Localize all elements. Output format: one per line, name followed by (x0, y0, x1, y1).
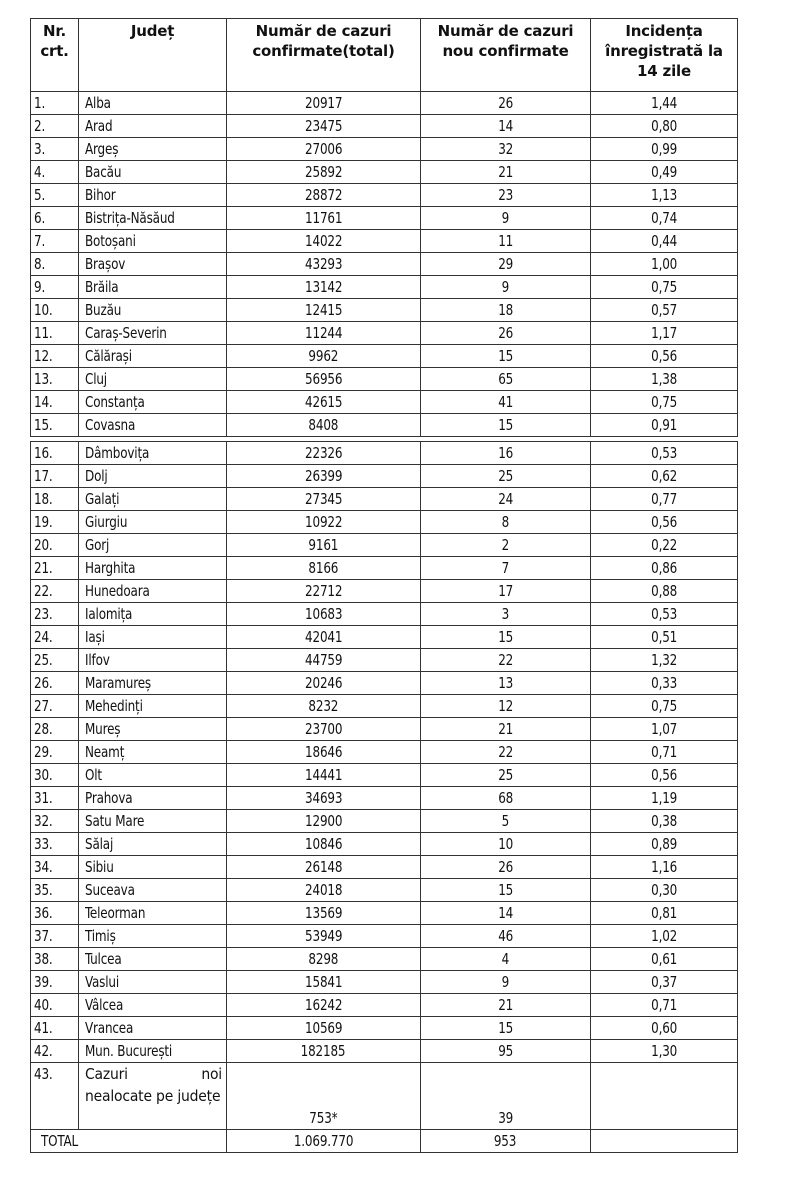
table-row (31, 626, 738, 649)
cell-nr: 5. (31, 184, 79, 207)
cell-judet: Botoșani (79, 230, 227, 253)
table-body-part-2 (31, 442, 738, 1063)
cell-new: 9 (421, 971, 591, 994)
cell-total: 11244 (227, 322, 421, 345)
table-row (31, 718, 738, 741)
cell-new: 41 (421, 391, 591, 414)
cell-incidence: 0,53 (591, 603, 738, 626)
table-row (31, 856, 738, 879)
cell-nr: 39. (31, 971, 79, 994)
cell-new: 9 (421, 276, 591, 299)
table-header-row (31, 19, 738, 92)
cell-incidence: 0,91 (591, 414, 738, 437)
cell-total: 25892 (227, 161, 421, 184)
table-row (31, 511, 738, 534)
cell-incidence: 1,02 (591, 925, 738, 948)
cell-total: 22712 (227, 580, 421, 603)
cell-total: 56956 (227, 368, 421, 391)
cell-nr: 11. (31, 322, 79, 345)
cell-total: 10569 (227, 1017, 421, 1040)
cell-new: 18 (421, 299, 591, 322)
cell-nr: 34. (31, 856, 79, 879)
cell-judet: Maramureș (79, 672, 227, 695)
cell-judet: Suceava (79, 879, 227, 902)
cell-judet: Brăila (79, 276, 227, 299)
table-row (31, 391, 738, 414)
table-footer-rows (31, 1063, 738, 1153)
table-row (31, 971, 738, 994)
cell-new: 21 (421, 161, 591, 184)
cell-judet: Caraș-Severin (79, 322, 227, 345)
cell-judet: Timiș (79, 925, 227, 948)
cell-incidence: 1,19 (591, 787, 738, 810)
cell-new: 22 (421, 649, 591, 672)
cell-nr: 37. (31, 925, 79, 948)
cell-total: 44759 (227, 649, 421, 672)
cell-new: 15 (421, 414, 591, 437)
cell-total: 12415 (227, 299, 421, 322)
cell-incidence: 0,80 (591, 115, 738, 138)
cell-new: 29 (421, 253, 591, 276)
cell-judet: Satu Mare (79, 810, 227, 833)
cell-nr: 33. (31, 833, 79, 856)
cell-total: 42041 (227, 626, 421, 649)
cell-judet: Gorj (79, 534, 227, 557)
cell-nr: 1. (31, 92, 79, 115)
cell-new: 12 (421, 695, 591, 718)
cell-total-incidence (591, 1130, 738, 1153)
cell-judet: Alba (79, 92, 227, 115)
table-row (31, 925, 738, 948)
table-row (31, 948, 738, 971)
table-row (31, 787, 738, 810)
cell-nr: 13. (31, 368, 79, 391)
table-row (31, 764, 738, 787)
cell-incidence: 0,71 (591, 994, 738, 1017)
table-row (31, 603, 738, 626)
cell-nr: 41. (31, 1017, 79, 1040)
cell-incidence: 0,75 (591, 276, 738, 299)
table-row (31, 1017, 738, 1040)
cell-judet: Bihor (79, 184, 227, 207)
cell-incidence: 1,38 (591, 368, 738, 391)
cell-judet: Ialomița (79, 603, 227, 626)
cell-incidence: 0,89 (591, 833, 738, 856)
cell-judet: Teleorman (79, 902, 227, 925)
cell-nr: 19. (31, 511, 79, 534)
cell-nr: 3. (31, 138, 79, 161)
cell-judet: Călărași (79, 345, 227, 368)
cell-nr: 4. (31, 161, 79, 184)
cell-new: 8 (421, 511, 591, 534)
cell-total: 10922 (227, 511, 421, 534)
cell-total: 20246 (227, 672, 421, 695)
cell-total: 9161 (227, 534, 421, 557)
cell-total-new: 953 (421, 1130, 591, 1153)
table-row-total (31, 1130, 738, 1153)
cell-incidence: 1,32 (591, 649, 738, 672)
cell-incidence: 0,38 (591, 810, 738, 833)
cell-total-confirmed: 1.069.770 (227, 1130, 421, 1153)
cell-judet: Buzău (79, 299, 227, 322)
cell-new: 23 (421, 184, 591, 207)
cell-nr: 24. (31, 626, 79, 649)
cell-new: 5 (421, 810, 591, 833)
cell-nr: 22. (31, 580, 79, 603)
cell-judet: Ilfov (79, 649, 227, 672)
cell-new: 15 (421, 626, 591, 649)
cell-total: 10683 (227, 603, 421, 626)
cell-new: 3 (421, 603, 591, 626)
cell-judet: Prahova (79, 787, 227, 810)
cell-nr: 10. (31, 299, 79, 322)
cell-new: 16 (421, 442, 591, 465)
cell-incidence: 1,30 (591, 1040, 738, 1063)
cell-incidence: 1,44 (591, 92, 738, 115)
cell-nr: 7. (31, 230, 79, 253)
cell-judet: Neamț (79, 741, 227, 764)
table-row (31, 230, 738, 253)
table-row-unallocated (31, 1063, 738, 1130)
cell-incidence: 0,88 (591, 580, 738, 603)
cell-judet: Mun. București (79, 1040, 227, 1063)
cell-nr: 16. (31, 442, 79, 465)
cell-incidence: 0,22 (591, 534, 738, 557)
cell-total: 23475 (227, 115, 421, 138)
cell-new: 15 (421, 345, 591, 368)
cell-judet: Arad (79, 115, 227, 138)
cell-new: 14 (421, 902, 591, 925)
cell-judet: Covasna (79, 414, 227, 437)
header-judet: Județ (79, 19, 227, 92)
table-row (31, 345, 738, 368)
cell-total: 8298 (227, 948, 421, 971)
cell-nr: 2. (31, 115, 79, 138)
cell-nr: 35. (31, 879, 79, 902)
cell-new: 13 (421, 672, 591, 695)
cell-new: 21 (421, 994, 591, 1017)
cell-new: 4 (421, 948, 591, 971)
cell-judet: Vrancea (79, 1017, 227, 1040)
header-new-confirmed: Număr de cazuri nou confirmate (421, 19, 591, 92)
cell-nr: 15. (31, 414, 79, 437)
cell-incidence: 1,13 (591, 184, 738, 207)
cell-total: 22326 (227, 442, 421, 465)
cell-incidence: 0,53 (591, 442, 738, 465)
cell-total: 26399 (227, 465, 421, 488)
cell-total: 13142 (227, 276, 421, 299)
table-row (31, 649, 738, 672)
cell-nr: 25. (31, 649, 79, 672)
cell-incidence: 0,56 (591, 764, 738, 787)
cell-new: 10 (421, 833, 591, 856)
cell-new: 17 (421, 580, 591, 603)
cell-judet: Hunedoara (79, 580, 227, 603)
cell-total: 18646 (227, 741, 421, 764)
cell-judet: Harghita (79, 557, 227, 580)
covid-county-table-part-1 (30, 18, 738, 437)
cell-nr: 17. (31, 465, 79, 488)
covid-county-table-part-2 (30, 441, 738, 1153)
cell-nr: 32. (31, 810, 79, 833)
cell-incidence: 0,75 (591, 391, 738, 414)
cell-total: 753* (227, 1063, 421, 1130)
cell-judet: Constanța (79, 391, 227, 414)
cell-incidence: 1,07 (591, 718, 738, 741)
cell-total: 13569 (227, 902, 421, 925)
cell-judet: Vaslui (79, 971, 227, 994)
cell-total: 10846 (227, 833, 421, 856)
cell-new: 25 (421, 764, 591, 787)
cell-total: 8232 (227, 695, 421, 718)
cell-new: 39 (421, 1063, 591, 1130)
cell-nr: 14. (31, 391, 79, 414)
cell-incidence: 0,77 (591, 488, 738, 511)
cell-incidence: 0,56 (591, 511, 738, 534)
table-row (31, 92, 738, 115)
cell-total: 12900 (227, 810, 421, 833)
cell-total: 14022 (227, 230, 421, 253)
cell-incidence: 0,62 (591, 465, 738, 488)
cell-judet: Dolj (79, 465, 227, 488)
cell-judet: Sibiu (79, 856, 227, 879)
cell-new: 22 (421, 741, 591, 764)
cell-new: 25 (421, 465, 591, 488)
cell-new: 68 (421, 787, 591, 810)
cell-new: 21 (421, 718, 591, 741)
header-incidence-14-days: Incidența înregistrată la 14 zile (591, 19, 738, 92)
cell-new: 26 (421, 322, 591, 345)
cell-total: 53949 (227, 925, 421, 948)
cell-judet: Sălaj (79, 833, 227, 856)
cell-total: 26148 (227, 856, 421, 879)
cell-new: 24 (421, 488, 591, 511)
table-row (31, 672, 738, 695)
cell-judet: Tulcea (79, 948, 227, 971)
cell-nr: 20. (31, 534, 79, 557)
cell-total: 34693 (227, 787, 421, 810)
cell-incidence: 0,81 (591, 902, 738, 925)
cell-total: 27006 (227, 138, 421, 161)
cell-judet: Mehedinți (79, 695, 227, 718)
cell-judet: Iași (79, 626, 227, 649)
cell-incidence: 1,17 (591, 322, 738, 345)
cell-new: 14 (421, 115, 591, 138)
cell-judet: Argeș (79, 138, 227, 161)
cell-incidence: 1,16 (591, 856, 738, 879)
table-row (31, 253, 738, 276)
cell-incidence: 0,51 (591, 626, 738, 649)
cell-incidence: 0,49 (591, 161, 738, 184)
cell-new: 11 (421, 230, 591, 253)
table-body-part-1 (31, 92, 738, 437)
cell-incidence: 0,44 (591, 230, 738, 253)
cell-incidence: 0,75 (591, 695, 738, 718)
table-row (31, 299, 738, 322)
cell-new: 32 (421, 138, 591, 161)
cell-nr: 23. (31, 603, 79, 626)
table-row (31, 368, 738, 391)
table-row (31, 115, 738, 138)
cell-judet: Giurgiu (79, 511, 227, 534)
cell-total: 11761 (227, 207, 421, 230)
table-row (31, 488, 738, 511)
cell-judet: Cazuri noi nealocate pe județe (79, 1063, 227, 1130)
cell-total: 28872 (227, 184, 421, 207)
table-row (31, 1040, 738, 1063)
cell-incidence: 0,57 (591, 299, 738, 322)
table-row (31, 322, 738, 345)
table-row (31, 580, 738, 603)
table-row (31, 879, 738, 902)
cell-nr: 36. (31, 902, 79, 925)
cell-judet: Mureș (79, 718, 227, 741)
cell-total: 8166 (227, 557, 421, 580)
cell-total: 16242 (227, 994, 421, 1017)
cell-incidence: 1,00 (591, 253, 738, 276)
cell-total: 15841 (227, 971, 421, 994)
table-row (31, 442, 738, 465)
cell-new: 15 (421, 1017, 591, 1040)
cell-nr: 6. (31, 207, 79, 230)
table-row (31, 557, 738, 580)
cell-total: 23700 (227, 718, 421, 741)
table-row (31, 902, 738, 925)
table-row (31, 741, 738, 764)
cell-nr: 38. (31, 948, 79, 971)
cell-judet: Cluj (79, 368, 227, 391)
cell-new: 26 (421, 92, 591, 115)
cell-incidence: 0,30 (591, 879, 738, 902)
cell-new: 65 (421, 368, 591, 391)
table-row (31, 184, 738, 207)
cell-new: 15 (421, 879, 591, 902)
cell-judet: Galați (79, 488, 227, 511)
cell-total: 20917 (227, 92, 421, 115)
cell-incidence (591, 1063, 738, 1130)
table-row (31, 276, 738, 299)
cell-nr: 9. (31, 276, 79, 299)
cell-total: 42615 (227, 391, 421, 414)
table-row (31, 833, 738, 856)
table-row (31, 138, 738, 161)
cell-nr: 12. (31, 345, 79, 368)
cell-incidence: 0,60 (591, 1017, 738, 1040)
table-row (31, 994, 738, 1017)
header-total-confirmed: Număr de cazuri confirmate(total) (227, 19, 421, 92)
cell-incidence: 0,71 (591, 741, 738, 764)
cell-nr: 42. (31, 1040, 79, 1063)
table-row (31, 534, 738, 557)
cell-nr: 21. (31, 557, 79, 580)
cell-judet: Bacău (79, 161, 227, 184)
cell-nr: 28. (31, 718, 79, 741)
table-row (31, 161, 738, 184)
cell-nr: 18. (31, 488, 79, 511)
cell-total: 9962 (227, 345, 421, 368)
cell-judet: Brașov (79, 253, 227, 276)
cell-total-label: TOTAL (31, 1130, 227, 1153)
cell-incidence: 0,61 (591, 948, 738, 971)
cell-nr: 30. (31, 764, 79, 787)
table-row (31, 810, 738, 833)
cell-new: 95 (421, 1040, 591, 1063)
cell-total: 14441 (227, 764, 421, 787)
cell-incidence: 0,56 (591, 345, 738, 368)
cell-judet: Vâlcea (79, 994, 227, 1017)
cell-judet: Dâmbovița (79, 442, 227, 465)
table-row (31, 414, 738, 437)
cell-total: 8408 (227, 414, 421, 437)
header-nr-crt: Nr. crt. (31, 19, 79, 92)
cell-nr: 31. (31, 787, 79, 810)
cell-incidence: 0,99 (591, 138, 738, 161)
table-row (31, 695, 738, 718)
cell-nr: 27. (31, 695, 79, 718)
cell-nr: 29. (31, 741, 79, 764)
cell-judet: Olt (79, 764, 227, 787)
cell-incidence: 0,37 (591, 971, 738, 994)
cell-new: 9 (421, 207, 591, 230)
table-row (31, 465, 738, 488)
cell-nr: 26. (31, 672, 79, 695)
cell-incidence: 0,74 (591, 207, 738, 230)
cell-incidence: 0,86 (591, 557, 738, 580)
cell-total: 27345 (227, 488, 421, 511)
cell-judet: Bistrița-Năsăud (79, 207, 227, 230)
cell-new: 2 (421, 534, 591, 557)
cell-nr: 40. (31, 994, 79, 1017)
cell-nr: 43. (31, 1063, 79, 1130)
cell-total: 24018 (227, 879, 421, 902)
cell-total: 43293 (227, 253, 421, 276)
cell-new: 7 (421, 557, 591, 580)
cell-new: 26 (421, 856, 591, 879)
cell-incidence: 0,33 (591, 672, 738, 695)
cell-total: 182185 (227, 1040, 421, 1063)
cell-nr: 8. (31, 253, 79, 276)
table-row (31, 207, 738, 230)
cell-new: 46 (421, 925, 591, 948)
